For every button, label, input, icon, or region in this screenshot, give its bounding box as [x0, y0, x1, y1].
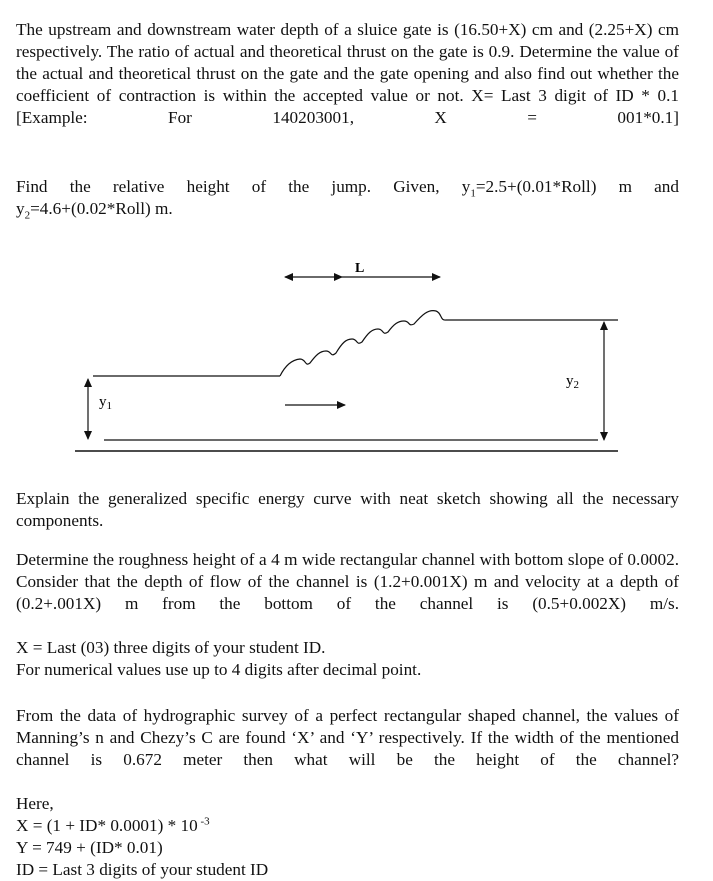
- channel-question-body: From the data of hydrographic survey of a perfect rectangular shaped channel, the values of Manning’s n and Chezy’s C are found ‘X’ and ‘Y’ respectively. If the width of the mentioned channel is 0.672 meter then what will be the height of the channel?: [16, 706, 679, 769]
- x-definition: X = (1 + ID* 0.0001) * 10 $^{-3}$: [16, 815, 210, 835]
- y2-label: $y_2$: [566, 373, 579, 391]
- sluice-gate-question: The upstream and downstream water depth of a sluice gate is (16.50+X) cm and (2.25+X) cm respectively. The ratio of actual and theoretical thrust on the gate is 0.9. Determine the value of the actual and theoretical thrust on the gate and the gate opening and also find out whether the coefficient of contraction is within the accepted value or not. X= Last 3 digit of ID * 0.1 [Example: For 140203001, X = 001*0.1]: [16, 20, 679, 127]
- roughness-height-question: [16, 549, 679, 681]
- y-definition: Y = 749 + (ID* 0.01): [16, 838, 163, 857]
- here-label: Here,: [16, 794, 54, 813]
- channel-height-question: [16, 705, 679, 881]
- jump-question-line-2: $y_2=4.6+(0.02*Roll)$ m.: [16, 199, 173, 222]
- roughness-x-definition: X = Last (03) three digits of your student ID.: [16, 638, 326, 657]
- jump-question-line-1: Find the relative height of the jump. Given, $y_1=2.5+(0.01*Roll)$ m and: [16, 177, 679, 200]
- jump-roller-surface: [280, 311, 618, 376]
- roughness-digits-note: For numerical values use up to 4 digits after decimal point.: [16, 660, 422, 679]
- id-definition: ID = Last 3 digits of your student ID: [16, 860, 269, 879]
- hydraulic-jump-question: [16, 176, 679, 220]
- specific-energy-question: Explain the generalized specific energy curve with neat sketch showing all the necessary components.: [16, 489, 679, 530]
- y1-label: $y_1$: [99, 394, 112, 412]
- roughness-question-body: Determine the roughness height of a 4 m wide rectangular channel with bottom slope of 0.0002. Consider that the depth of flow of the channel is (1.2+0.001X) m and velocity at a depth of (0.2+.001X) m from the bottom of the channel is (0.5+0.002X) m/s.: [16, 550, 679, 613]
- jump-length-label: L: [355, 261, 365, 276]
- hydraulic-jump-diagram: [70, 255, 630, 460]
